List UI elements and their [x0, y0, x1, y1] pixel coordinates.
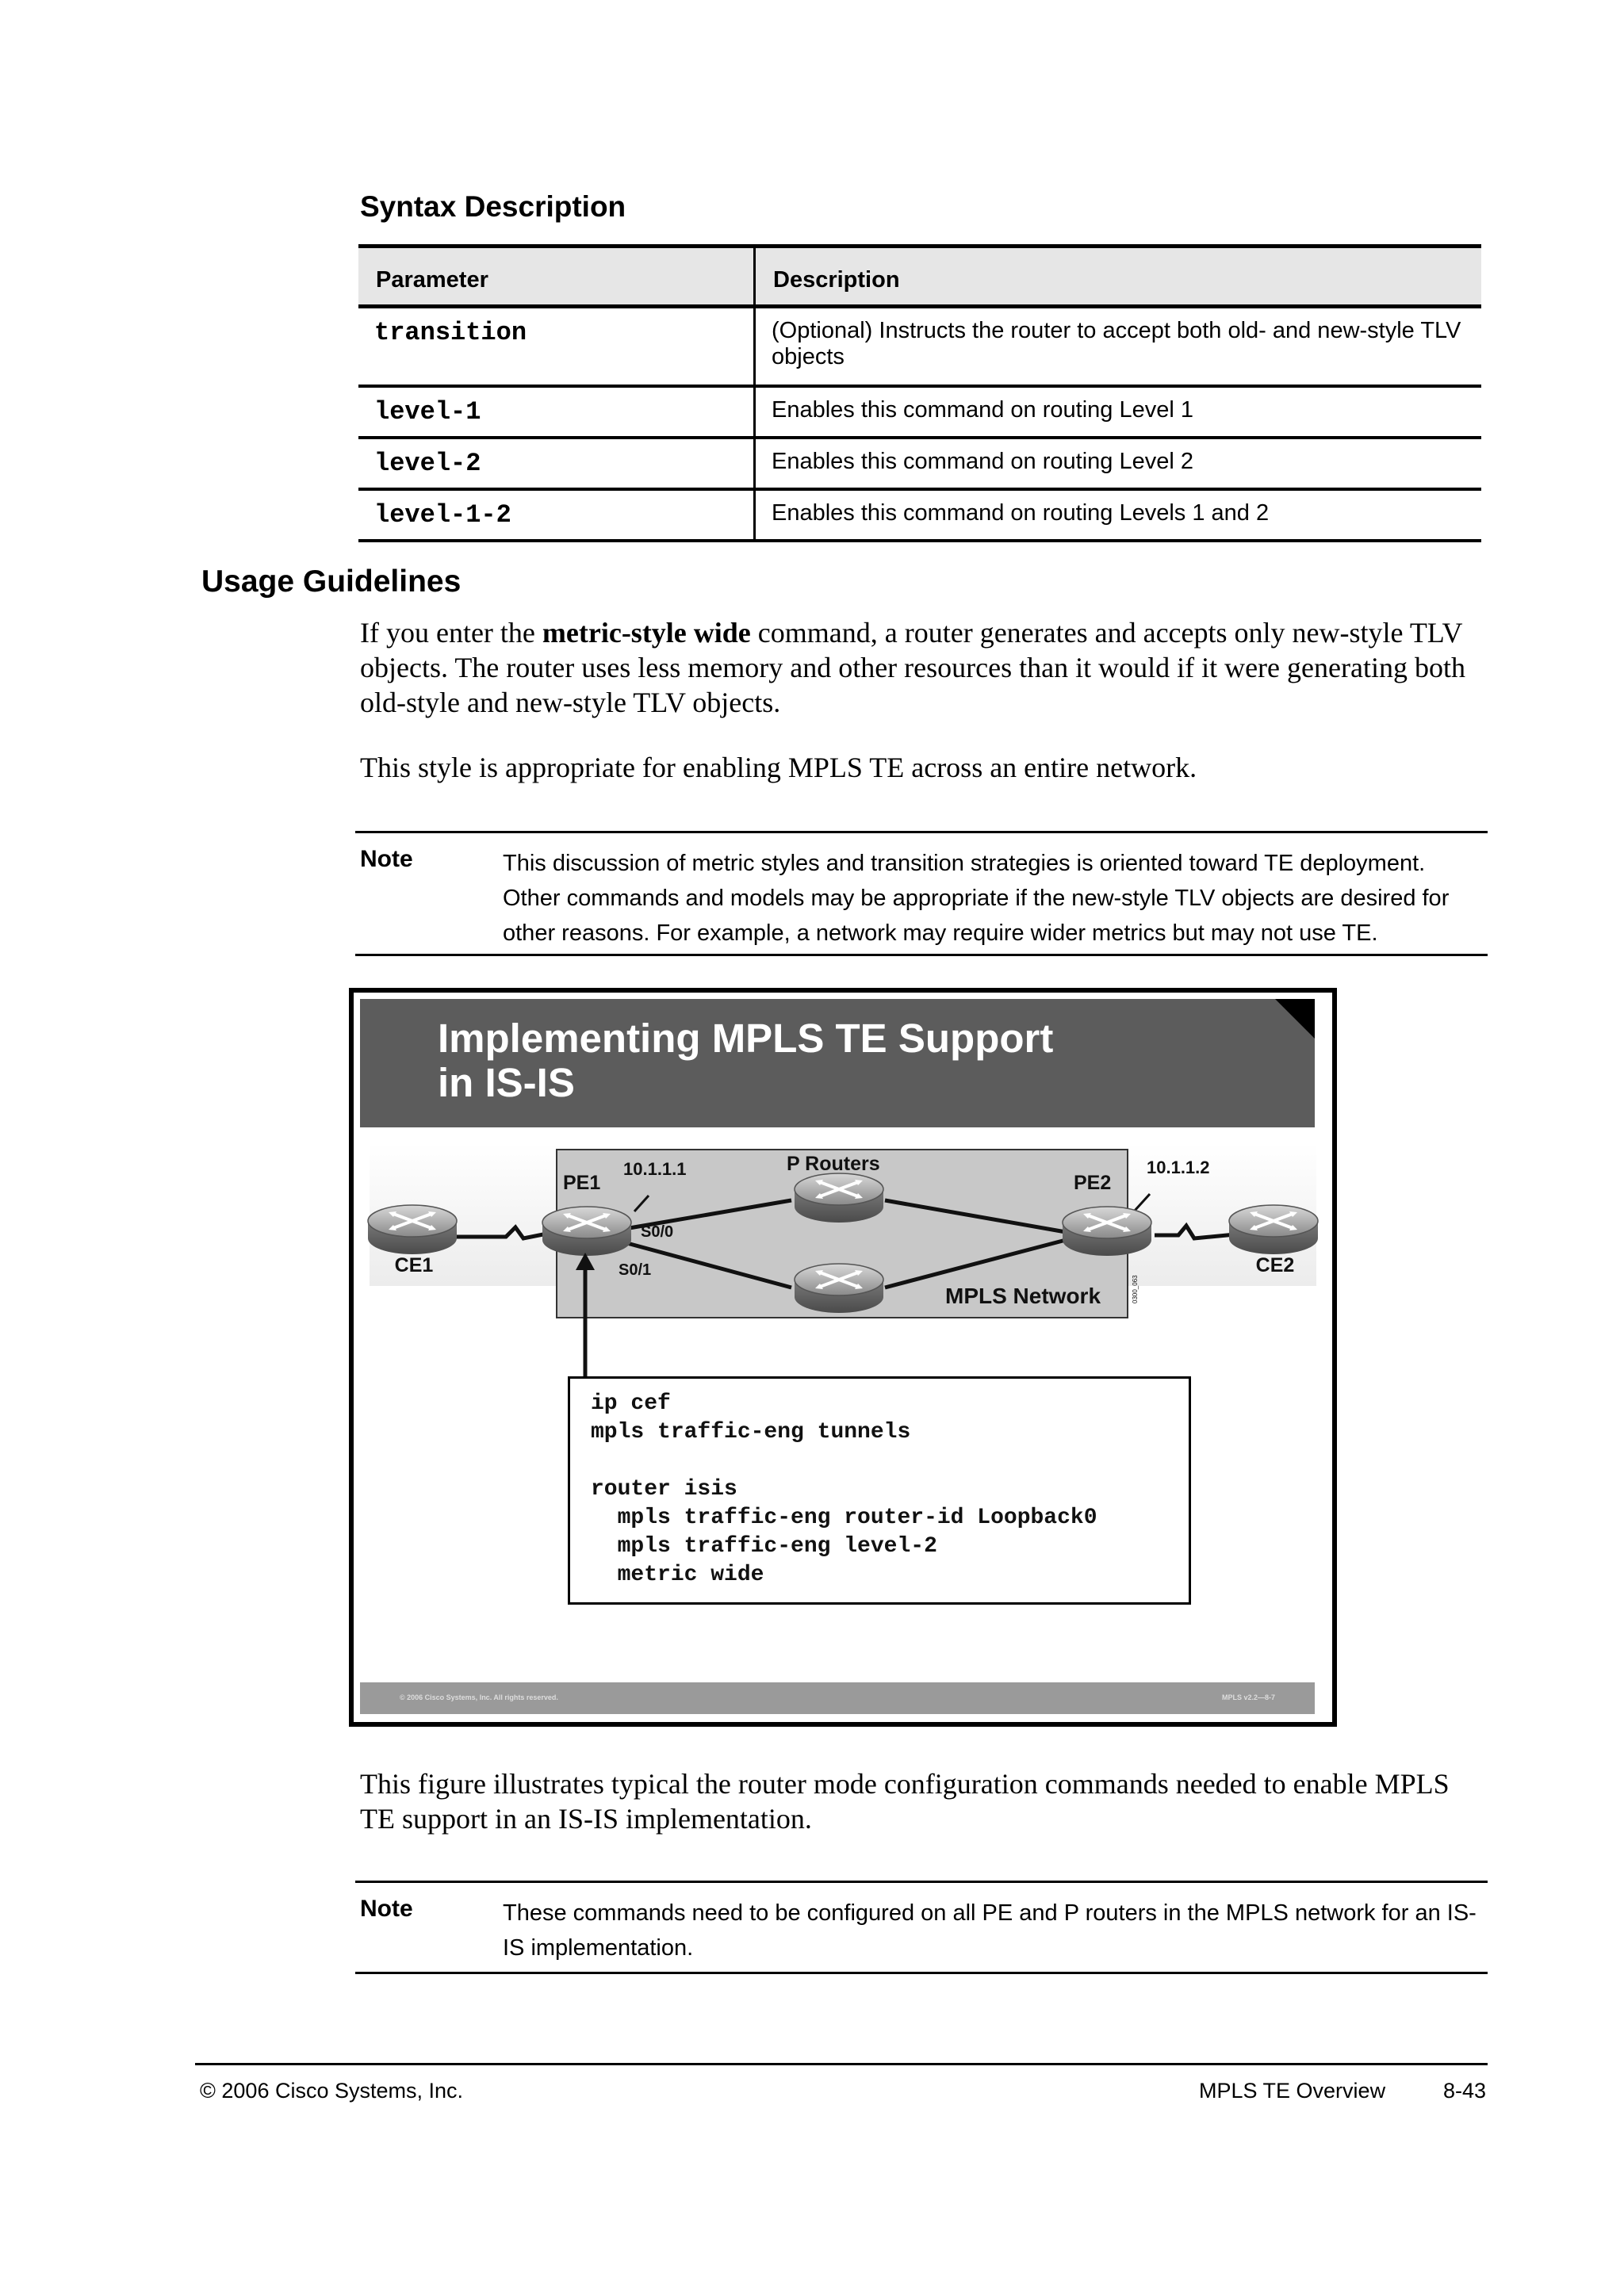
desc-cell: Enables this command on routing Levels 1 and 2 [755, 489, 1482, 541]
pe2-label: PE2 [1074, 1172, 1112, 1194]
note-text: These commands need to be configured on all PE and P routers in the MPLS network for an IS-IS implementation. [503, 1900, 1477, 1961]
param-cell: level-1-2 [358, 489, 755, 541]
interface-s00-label: S0/0 [641, 1223, 674, 1241]
column-header-parameter: Parameter [358, 247, 755, 307]
config-code-box [568, 1376, 1191, 1605]
param-cell: level-1 [358, 386, 755, 438]
note-text: This discussion of metric styles and transition strategies is oriented toward TE deployment. Other commands and models may be appropriate if the new-style TLV objects are desired for other reasons. For example, a network may require wider metrics but may not use TE. [503, 851, 1450, 946]
param-cell: level-2 [358, 438, 755, 489]
p-router-1-icon [795, 1173, 883, 1223]
slide-title-line-1: Implementing MPLS TE Support [438, 1016, 1054, 1061]
slide-figure [349, 988, 1337, 1727]
usage-text-after: command, a router generates and accepts only new-style TLV objects. The router uses less memory and other resources than it would if it were generating both old-style and new-style TLV objects. [360, 617, 1465, 718]
pe2-router-icon [1063, 1207, 1151, 1256]
param-cell: transition [358, 307, 755, 386]
syntax-description-heading: Syntax Description [360, 190, 626, 223]
usage-guidelines-heading: Usage Guidelines [201, 564, 462, 599]
slide-footer-copyright: © 2006 Cisco Systems, Inc. All rights reserved. [400, 1693, 558, 1701]
footer-section-title: MPLS TE Overview [1199, 2079, 1386, 2103]
desc-cell: (Optional) Instructs the router to accept both old- and new-style TLV objects [755, 307, 1482, 386]
command-name-bold: metric-style wide [542, 617, 751, 649]
config-code: ip cef mpls traffic-eng tunnels router isis mpls traffic-eng router-id Loopback0 mpls traffic-eng level-2 metric wide [591, 1391, 1097, 1587]
usage-paragraph-1 [360, 615, 1486, 720]
desc-cell: Enables this command on routing Level 1 [755, 386, 1482, 438]
mpls-network-label: MPLS Network [945, 1284, 1101, 1308]
p-routers-label: P Routers [787, 1153, 880, 1175]
table-row [358, 307, 1481, 386]
footer-page-number: 8-43 [1443, 2079, 1487, 2103]
usage-text-before: If you enter the [360, 617, 542, 649]
footer-copyright: © 2006 Cisco Systems, Inc. [200, 2079, 464, 2103]
pe2-ip-label: 10.1.1.2 [1147, 1158, 1210, 1177]
figure-code-label: 0300_063 [1132, 1275, 1139, 1303]
column-header-description: Description [755, 247, 1482, 307]
ce2-router-icon [1229, 1205, 1318, 1254]
p-router-2-icon [795, 1264, 883, 1313]
interface-s01-label: S0/1 [619, 1261, 652, 1279]
ce2-label: CE2 [1255, 1254, 1295, 1276]
note-label: Note [360, 1896, 413, 1922]
table-header-row [358, 247, 1481, 307]
ce1-router-icon [368, 1205, 457, 1254]
pe1-label: PE1 [563, 1172, 601, 1194]
figure-caption: This figure illustrates typical the router mode configuration commands needed to enable MPLS TE support in an IS-IS implementation. [360, 1768, 1450, 1835]
table-row [358, 489, 1481, 541]
pe1-ip-label: 10.1.1.1 [623, 1159, 687, 1179]
desc-cell: Enables this command on routing Level 2 [755, 438, 1482, 489]
note-box [355, 831, 1488, 956]
ce1-label: CE1 [394, 1254, 434, 1276]
footer-divider [195, 2063, 1488, 2065]
pe1-router-icon [542, 1207, 631, 1256]
note-label: Note [360, 846, 413, 872]
table-row [358, 386, 1481, 438]
syntax-table [358, 244, 1481, 542]
table-row [358, 438, 1481, 489]
slide-title-line-2: in IS-IS [438, 1060, 575, 1105]
slide-footer-course: MPLS v2.2—8-7 [1221, 1693, 1275, 1701]
usage-paragraph-2: This style is appropriate for enabling MPLS TE across an entire network. [360, 752, 1197, 783]
slide-footer-bar [360, 1682, 1315, 1714]
note-box [355, 1881, 1488, 1974]
network-diagram [354, 993, 1332, 1722]
